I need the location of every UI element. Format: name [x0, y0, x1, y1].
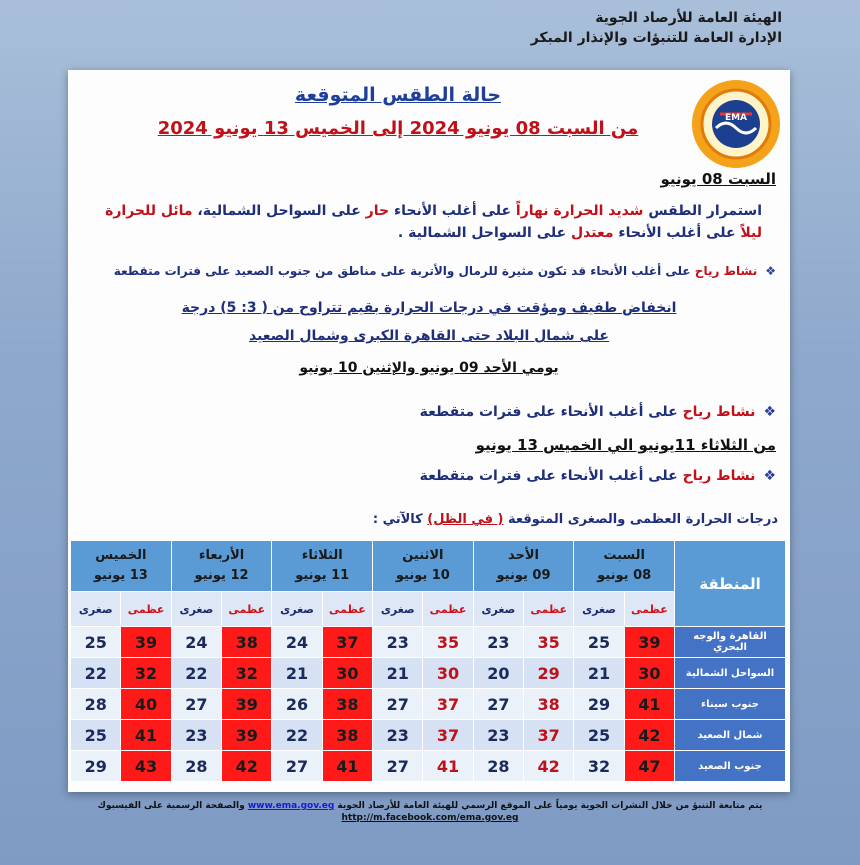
min-temp-cell: 23	[373, 720, 423, 751]
max-temp-cell: 30	[322, 658, 372, 689]
min-temp-cell: 23	[473, 720, 523, 751]
max-temp-cell: 32	[222, 658, 272, 689]
website-link[interactable]: www.ema.gov.eg	[247, 801, 335, 811]
min-temp-cell: 28	[171, 751, 221, 782]
min-temp-cell: 27	[272, 751, 322, 782]
logo-text: EMA	[724, 113, 748, 123]
max-temp-cell: 42	[624, 720, 674, 751]
day-heading-saturday: السبت 08 يونيو	[660, 170, 776, 188]
agency-name: الهيئة العامة للأرصاد الجوية	[595, 10, 782, 26]
min-temp-cell: 27	[373, 689, 423, 720]
max-temp-cell: 38	[524, 689, 574, 720]
min-temp-cell: 23	[171, 720, 221, 751]
diamond-bullet-icon: ❖	[763, 468, 776, 484]
table-row	[71, 720, 786, 751]
max-temp-cell: 41	[624, 689, 674, 720]
max-temp-cell: 30	[423, 658, 473, 689]
max-temp-cell: 47	[624, 751, 674, 782]
min-temp-cell: 25	[71, 627, 121, 658]
min-temp-cell: 23	[473, 627, 523, 658]
max-label: عظمى	[524, 592, 574, 627]
max-temp-cell: 37	[423, 689, 473, 720]
day-heading-tuesday-thursday: من الثلاثاء 11يونيو الي الخميس 13 يونيو	[475, 436, 776, 454]
max-temp-cell: 43	[121, 751, 171, 782]
min-label: صغرى	[71, 592, 121, 627]
min-temp-cell: 22	[171, 658, 221, 689]
footer-note: يتم متابعة التنبؤ من خلال النشرات الجوية يومياً على الموقع الرسمي للهيئة العامة للأرصاد الجوية www.ema.gov.eg والصفحة الرسمية على الفيسبوك http://m.facebook.com/ema.gov.eg	[97, 801, 763, 823]
region-name: السواحل الشمالية	[675, 658, 786, 689]
min-temp-cell: 25	[574, 720, 624, 751]
min-temp-cell: 24	[272, 627, 322, 658]
department-name: الإدارة العامة للتنبؤات والإنذار المبكر	[530, 30, 782, 46]
max-label: عظمى	[423, 592, 473, 627]
region-name: القاهرة والوجه البحري	[675, 627, 786, 658]
table-row	[71, 751, 786, 782]
diamond-bullet-icon: ❖	[765, 264, 776, 278]
max-temp-cell: 38	[322, 720, 372, 751]
max-temp-cell: 37	[322, 627, 372, 658]
region-column-header: المنطقة	[675, 541, 786, 627]
max-temp-cell: 29	[524, 658, 574, 689]
max-label: عظمى	[121, 592, 171, 627]
min-temp-cell: 27	[171, 689, 221, 720]
day-header: الاثنين 10 يونيو	[373, 541, 474, 592]
temperature-drop-line1: انخفاض طفيف ومؤقت في درجات الحرارة بقيم تتراوح من ( 3: 5) درجة	[181, 300, 677, 316]
day-header: الثلاثاء 11 يونيو	[272, 541, 373, 592]
max-temp-cell: 38	[322, 689, 372, 720]
max-temp-cell: 39	[624, 627, 674, 658]
max-temp-cell: 39	[222, 720, 272, 751]
max-temp-cell: 39	[222, 689, 272, 720]
day-header: الأربعاء 12 يونيو	[171, 541, 272, 592]
table-day-header-row	[71, 541, 786, 592]
min-temp-cell: 32	[574, 751, 624, 782]
diamond-bullet-icon: ❖	[763, 404, 776, 420]
min-temp-cell: 22	[272, 720, 322, 751]
min-temp-cell: 29	[574, 689, 624, 720]
day-heading-sunday-monday: يومي الأحد 09 يونيو والإثنين 10 يونيو	[299, 360, 559, 376]
max-temp-cell: 37	[524, 720, 574, 751]
table-row	[71, 689, 786, 720]
max-temp-cell: 38	[222, 627, 272, 658]
min-label: صغرى	[574, 592, 624, 627]
min-temp-cell: 21	[272, 658, 322, 689]
temperature-drop-line2: على شمال البلاد حتى القاهرة الكبرى وشمال الصعيد	[248, 328, 609, 344]
max-temp-cell: 42	[524, 751, 574, 782]
max-temp-cell: 32	[121, 658, 171, 689]
facebook-link[interactable]: http://m.facebook.com/ema.gov.eg	[341, 813, 519, 823]
max-temp-cell: 35	[524, 627, 574, 658]
table-caption: درجات الحرارة العظمى والصغرى المتوقعة ( في الظل) كالآتي :	[372, 512, 778, 527]
region-name: جنوب الصعيد	[675, 751, 786, 782]
max-temp-cell: 37	[423, 720, 473, 751]
min-temp-cell: 29	[71, 751, 121, 782]
max-label: عظمى	[222, 592, 272, 627]
min-temp-cell: 20	[473, 658, 523, 689]
region-name: شمال الصعيد	[675, 720, 786, 751]
forecast-period: من السبت 08 يونيو 2024 إلى الخميس 13 يونيو 2024	[157, 118, 639, 139]
temperature-table	[70, 540, 786, 782]
max-temp-cell: 42	[222, 751, 272, 782]
min-temp-cell: 26	[272, 689, 322, 720]
wind-bullet-tuesday-thursday: ❖نشاط رياح على أغلب الأنحاء على فترات متقطعة	[419, 468, 776, 484]
min-temp-cell: 25	[71, 720, 121, 751]
day-header: السبت 08 يونيو	[574, 541, 675, 592]
min-label: صغرى	[272, 592, 322, 627]
wind-bullet-saturday: ❖نشاط رياح على أغلب الأنحاء قد تكون مثيرة للرمال والأتربة على مناطق من جنوب الصعيد على فترات متقطعة	[113, 264, 776, 278]
min-temp-cell: 22	[71, 658, 121, 689]
min-label: صغرى	[473, 592, 523, 627]
table-row	[71, 627, 786, 658]
min-temp-cell: 23	[373, 627, 423, 658]
wind-bullet-sunday-monday: ❖نشاط رياح على أغلب الأنحاء على فترات متقطعة	[419, 404, 776, 420]
max-label: عظمى	[624, 592, 674, 627]
max-temp-cell: 41	[121, 720, 171, 751]
min-label: صغرى	[171, 592, 221, 627]
page-title: حالة الطقس المتوقعة	[294, 84, 502, 106]
min-temp-cell: 24	[171, 627, 221, 658]
max-temp-cell: 41	[322, 751, 372, 782]
max-label: عظمى	[322, 592, 372, 627]
min-temp-cell: 25	[574, 627, 624, 658]
min-temp-cell: 21	[373, 658, 423, 689]
day-header: الخميس 13 يونيو	[71, 541, 172, 592]
region-name: جنوب سيناء	[675, 689, 786, 720]
saturday-description: استمرار الطقس شديد الحرارة نهاراً على أغلب الأنحاء حار على السواحل الشمالية، مائل للحرارة ليلاً على أغلب الأنحاء معتدل على السواحل الشمالية .	[105, 203, 762, 241]
max-temp-cell: 30	[624, 658, 674, 689]
max-temp-cell: 41	[423, 751, 473, 782]
min-label: صغرى	[373, 592, 423, 627]
table-row	[71, 658, 786, 689]
day-header: الأحد 09 يونيو	[473, 541, 574, 592]
min-temp-cell: 21	[574, 658, 624, 689]
min-temp-cell: 27	[373, 751, 423, 782]
min-temp-cell: 28	[473, 751, 523, 782]
max-temp-cell: 40	[121, 689, 171, 720]
agency-header	[282, 8, 782, 48]
min-temp-cell: 27	[473, 689, 523, 720]
forecast-sheet	[68, 70, 790, 792]
min-temp-cell: 28	[71, 689, 121, 720]
ema-logo-icon	[690, 78, 782, 170]
max-temp-cell: 35	[423, 627, 473, 658]
max-temp-cell: 39	[121, 627, 171, 658]
